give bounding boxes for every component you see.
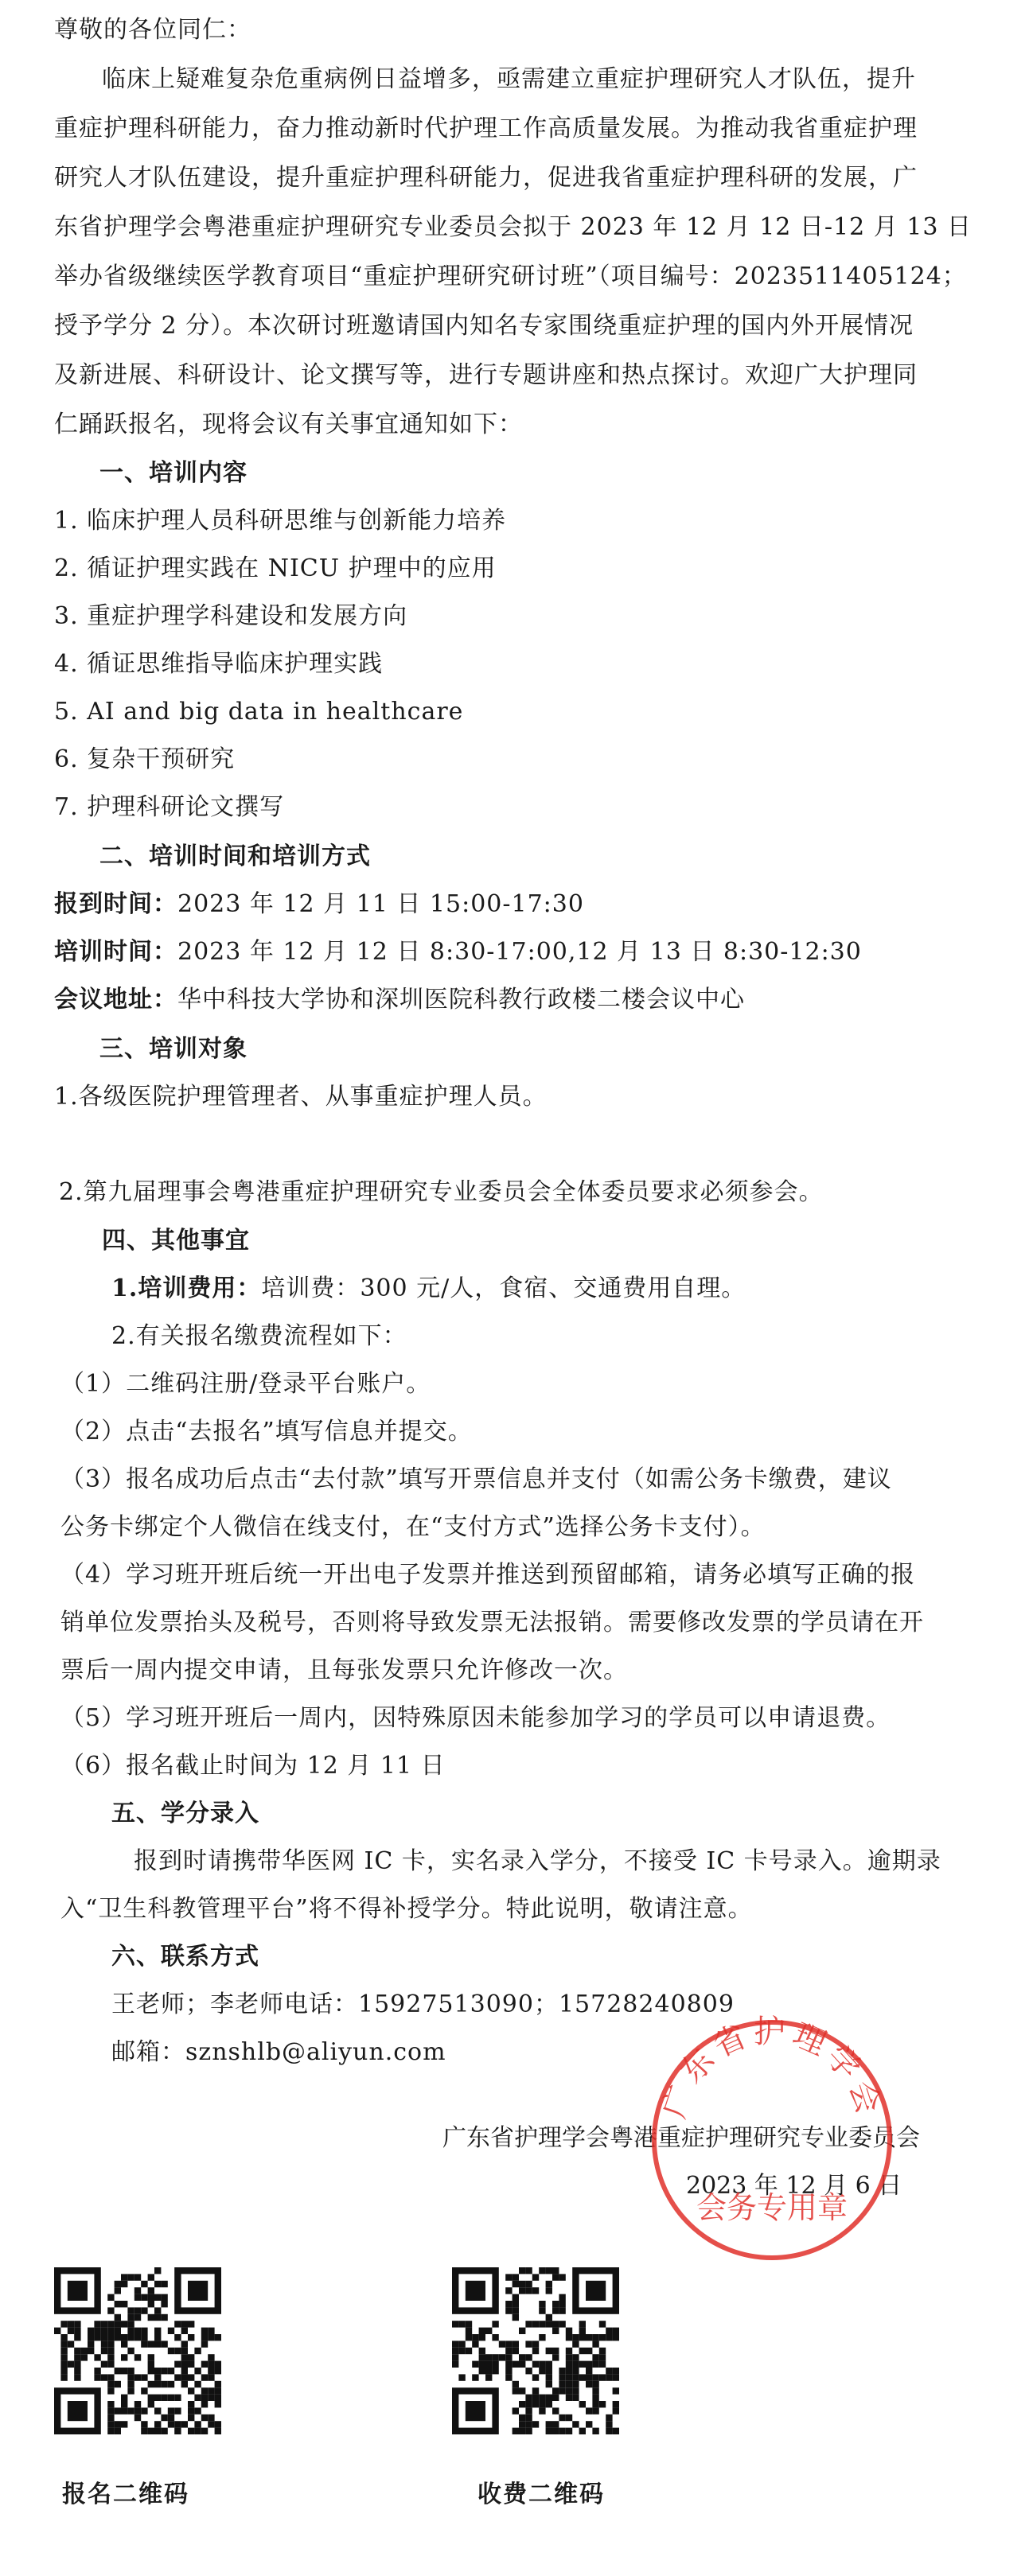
register-time-label: 报到时间： bbox=[54, 890, 177, 918]
registration-qr-code[interactable] bbox=[54, 2267, 221, 2434]
credit-line: 报到时请携带华医网 IC 卡，实名录入学分，不接受 IC 卡号录入。逾期录 bbox=[134, 1847, 941, 1875]
training-item: 3. 重症护理学科建设和发展方向 bbox=[54, 602, 408, 630]
training-time bbox=[54, 936, 977, 968]
official-seal bbox=[645, 2013, 899, 2267]
training-time-value: 2023 年 12 月 12 日 8:30-17:00,12 月 13 日 8:30-12:30 bbox=[177, 938, 862, 966]
training-item: 4. 循证思维指导临床护理实践 bbox=[54, 650, 384, 678]
training-item: 6. 复杂干预研究 bbox=[54, 745, 236, 773]
signature-date: 2023 年 12 月 6 日 bbox=[686, 2172, 902, 2200]
fee-line bbox=[111, 1273, 1029, 1305]
process-intro: 2.有关报名缴费流程如下： bbox=[111, 1322, 407, 1350]
training-item: 2. 循证护理实践在 NICU 护理中的应用 bbox=[54, 555, 497, 582]
fee-value: 培训费：300 元/人，食宿、交通费用自理。 bbox=[261, 1274, 746, 1302]
venue bbox=[54, 984, 977, 1016]
process-step: （4）学习班开班后统一开出电子发票并推送到预留邮箱，请务必填写正确的报 bbox=[60, 1561, 916, 1589]
register-time bbox=[54, 889, 977, 920]
venue-value: 华中科技大学协和深圳医院科教行政楼二楼会议中心 bbox=[177, 986, 745, 1014]
training-item: 1. 临床护理人员科研思维与创新能力培养 bbox=[54, 507, 507, 535]
training-time-label: 培训时间： bbox=[54, 938, 177, 966]
process-step: 销单位发票抬头及税号，否则将导致发票无法报销。需要修改发票的学员请在开 bbox=[60, 1609, 924, 1636]
payment-qr-caption: 收费二维码 bbox=[477, 2481, 605, 2508]
contact-phones: 王老师；李老师电话：15927513090；15728240809 bbox=[111, 1990, 735, 2018]
intro-line: 研究人才队伍建设，提升重症护理科研能力，促进我省重症护理科研的发展，广 bbox=[54, 164, 918, 192]
audience-item: 2.第九届理事会粤港重症护理研究专业委员会全体委员要求必须参会。 bbox=[59, 1178, 824, 1206]
signature-org: 广东省护理学会粤港重症护理研究专业委员会 bbox=[442, 2124, 920, 2152]
register-time-value: 2023 年 12 月 11 日 15:00-17:30 bbox=[177, 890, 584, 918]
intro-line: 授予学分 2 分）。本次研讨班邀请国内知名专家围绕重症护理的国内外开展情况 bbox=[54, 312, 914, 340]
section-heading: 三、培训对象 bbox=[99, 1035, 248, 1063]
process-step: 票后一周内提交申请，且每张发票只允许修改一次。 bbox=[60, 1656, 628, 1684]
credit-line: 入“卫生科教管理平台”将不得补授学分。特此说明，敬请注意。 bbox=[60, 1895, 753, 1923]
process-step: （5）学习班开班后一周内，因特殊原因未能参加学习的学员可以申请退费。 bbox=[60, 1704, 891, 1732]
seal-org-text: 广东省护理学会 bbox=[656, 2014, 888, 2123]
section-heading: 一、培训内容 bbox=[99, 459, 248, 487]
process-step: （1）二维码注册/登录平台账户。 bbox=[60, 1370, 431, 1398]
seal-purpose-text: 会务专用章 bbox=[696, 2190, 848, 2225]
training-item: 7. 护理科研论文撰写 bbox=[54, 793, 285, 821]
fee-label: 1.培训费用： bbox=[111, 1274, 262, 1302]
intro-line: 仁踊跃报名，现将会议有关事宜通知如下： bbox=[54, 411, 523, 438]
venue-label: 会议地址： bbox=[54, 986, 177, 1014]
payment-qr-code[interactable] bbox=[452, 2267, 619, 2434]
process-step: （2）点击“去报名”填写信息并提交。 bbox=[60, 1418, 473, 1446]
contact-email: 邮箱：sznshlb@aliyun.com bbox=[111, 2038, 446, 2066]
audience-item: 1.各级医院护理管理者、从事重症护理人员。 bbox=[54, 1083, 548, 1111]
section-heading: 二、培训时间和培训方式 bbox=[99, 842, 371, 870]
section-heading: 六、联系方式 bbox=[111, 1943, 259, 1971]
training-item: 5. AI and big data in healthcare bbox=[54, 698, 464, 726]
section-heading: 四、其他事宜 bbox=[102, 1227, 250, 1255]
svg-text:广东省护理学会 bbox=[656, 2014, 888, 2123]
section-heading: 五、学分录入 bbox=[111, 1800, 259, 1827]
process-step: 公务卡绑定个人微信在线支付，在“支付方式”选择公务卡支付）。 bbox=[60, 1513, 766, 1541]
process-step: （3）报名成功后点击“去付款”填写开票信息并支付（如需公务卡缴费，建议 bbox=[60, 1465, 892, 1493]
process-step: （6）报名截止时间为 12 月 11 日 bbox=[60, 1752, 446, 1780]
intro-line: 东省护理学会粤港重症护理研究专业委员会拟于 2023 年 12 月 12 日-12 月 13 日 bbox=[54, 213, 972, 241]
intro-line: 临床上疑难复杂危重病例日益增多，亟需建立重症护理研究人才队伍，提升 bbox=[102, 65, 916, 93]
intro-line: 举办省级继续医学教育项目“重症护理研究研讨班”（项目编号：2023511405124； bbox=[54, 263, 967, 290]
intro-line: 重症护理科研能力，奋力推动新时代护理工作高质量发展。为推动我省重症护理 bbox=[54, 115, 918, 142]
registration-qr-caption: 报名二维码 bbox=[62, 2481, 189, 2508]
greeting: 尊敬的各位同仁： bbox=[54, 16, 251, 44]
intro-line: 及新进展、科研设计、论文撰写等，进行专题讲座和热点探讨。欢迎广大护理同 bbox=[54, 361, 918, 389]
